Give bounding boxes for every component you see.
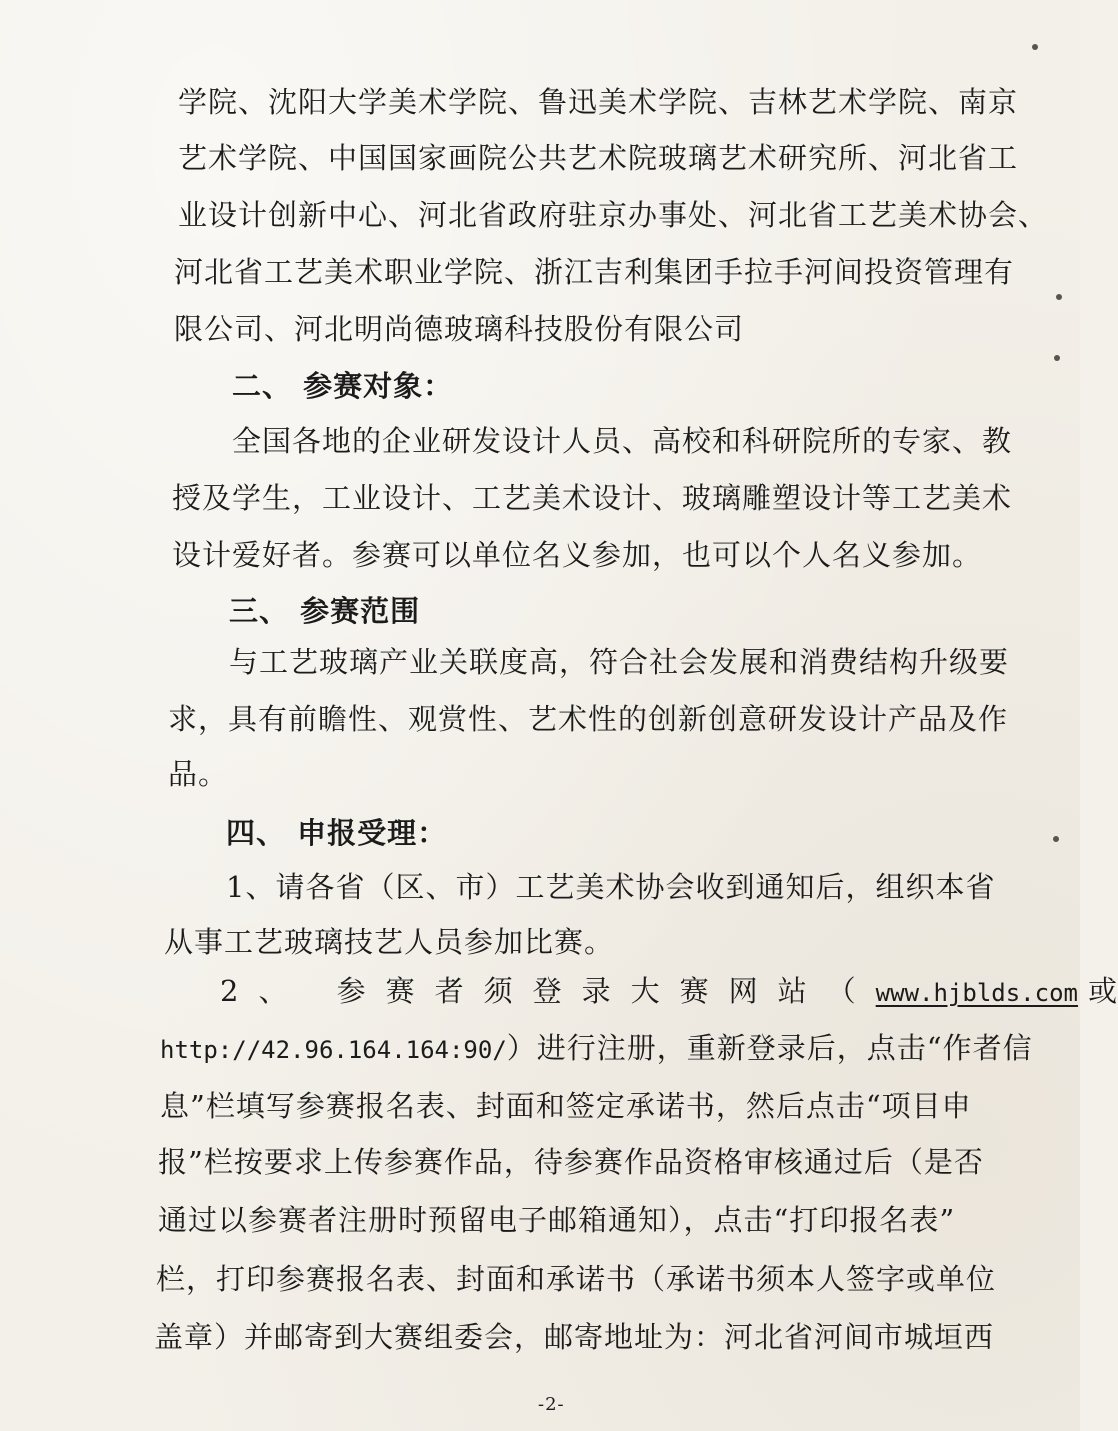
body-line: 息”栏填写参赛报名表、封面和签定承诺书，然后点击“项目申 bbox=[160, 1089, 972, 1123]
body-line: 1、请各省（区、市）工艺美术协会收到通知后，组织本省 bbox=[226, 870, 996, 904]
body-line-website-2 bbox=[160, 1030, 1033, 1068]
website-ip-link[interactable]: http://42.96.164.164:90/ bbox=[160, 1036, 507, 1064]
scan-speck bbox=[1054, 355, 1060, 361]
body-line: 艺术学院、中国国家画院公共艺术院玻璃艺术研究所、河北省工 bbox=[178, 141, 1019, 175]
item2-suffix: 或 bbox=[1077, 974, 1118, 1008]
website-link[interactable]: www.hjblds.com bbox=[875, 979, 1078, 1007]
body-line: 通过以参赛者注册时预留电子邮箱通知），点击“打印报名表” bbox=[158, 1203, 956, 1237]
body-line: 报”栏按要求上传参赛作品，待参赛作品资格审核通过后（是否 bbox=[158, 1145, 984, 1179]
body-line: 从事工艺玻璃技艺人员参加比赛。 bbox=[164, 925, 615, 959]
body-line: 盖章）并邮寄到大赛组委会，邮寄地址为：河北省河间市城垣西 bbox=[154, 1320, 995, 1354]
body-line: 与工艺玻璃产业关联度高，符合社会发展和消费结构升级要 bbox=[229, 645, 1010, 679]
section-heading-application: 四、 申报受理： bbox=[226, 816, 448, 850]
body-line: 授及学生，工业设计、工艺美术设计、玻璃雕塑设计等工艺美术 bbox=[172, 481, 1013, 515]
body-line: 河北省工艺美术职业学院、浙江吉利集团手拉手河间投资管理有 bbox=[174, 255, 1015, 289]
section-heading-scope: 三、 参赛范围 bbox=[229, 594, 421, 628]
item2-continue: ）进行注册，重新登录后，点击“作者信 bbox=[506, 1031, 1033, 1065]
body-line: 品。 bbox=[168, 757, 229, 791]
body-line: 全国各地的企业研发设计人员、高校和科研院所的专家、教 bbox=[232, 424, 1013, 458]
body-line: 栏，打印参赛报名表、封面和承诺书（承诺书须本人签字或单位 bbox=[156, 1262, 997, 1296]
body-line: 业设计创新中心、河北省政府驻京办事处、河北省工艺美术协会、 bbox=[178, 198, 1049, 232]
body-line: 限公司、河北明尚德玻璃科技股份有限公司 bbox=[174, 312, 745, 346]
body-line: 求，具有前瞻性、观赏性、艺术性的创新创意研发设计产品及作 bbox=[168, 702, 1009, 736]
scan-speck bbox=[1032, 44, 1038, 50]
body-line: 学院、沈阳大学美术学院、鲁迅美术学院、吉林艺术学院、南京 bbox=[178, 85, 1019, 119]
body-line: 设计爱好者。参赛可以单位名义参加，也可以个人名义参加。 bbox=[172, 538, 983, 572]
scan-speck bbox=[1053, 836, 1059, 842]
page-number: -2- bbox=[538, 1394, 565, 1415]
scan-speck bbox=[1056, 294, 1062, 300]
body-line-website bbox=[220, 973, 1118, 1011]
item2-prefix: 2、 参赛者须登录大赛网站（ bbox=[220, 974, 876, 1008]
section-heading-participants: 二、 参赛对象： bbox=[232, 369, 454, 403]
